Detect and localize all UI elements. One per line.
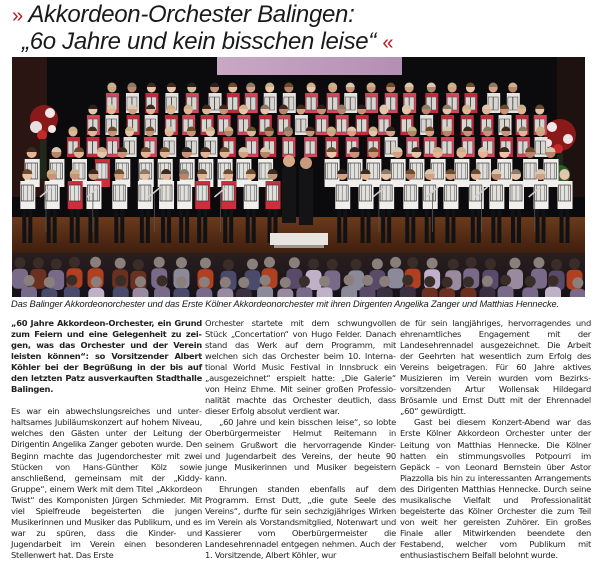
headline-text-1: Akkordeon-Orchester Balingen: [28,1,355,28]
paragraph-gap [11,395,202,406]
projection-screen [217,57,402,75]
body-paragraph: „60 Jahre und kein bisschen leise“, so lobte Oberbürgermeister Helmut Reitemann in seinem Grußwort die hervorragende Kinder- und Jugendarbeit des Vereins, der heute 90 junge Musikerinnen und Musiker begeistern kann. [205,417,396,483]
conductor-podium [270,233,328,245]
headline-text-2: „6o Jahre und kein bisschen leise“ [22,28,377,55]
article-column-2 [205,318,396,561]
headline-line-1 [12,2,592,29]
close-guillemet-icon: « [382,32,394,54]
body-paragraph: Orchester startete mit dem schwungvollen Stück „Concertation“ von Hugo Felder. Danach stand das Werk auf dem Programm, mit welchen sich das Orchester beim 10. International World Music Festival in Innsbruck ein „ausgezeichnet“ erspielt hatte: „Die Galerie“ von Heinz Ehme. Mit seiner großen Professionalität machte das Orchester deutlich, dass dieser Erfolg absolut verdient war. [205,318,396,417]
concert-photo [12,57,585,297]
concert-photo-image [12,57,585,297]
body-paragraph: Gast bei diesem Konzert-Abend war das Erste Kölner Akkordeon Orchester unter der Leitung von Matthias Hennecke. Die Kölner hatten ein stimmungsvolles Potpourri im Gepäck – von Leonard Bernstein über Astor Piazzolla bis hin zu interessanten Arrangements des Dirigenten Matthias Hennecke. Durch seine musikalische Vielfalt und Professionalität begeisterte das Kölner Orchester die zum Teil von weit her gereisten Zuhörer. Ein großes Finale aller Mitwirkenden beendete den Festabend, welcher vom Publikum mit enthusiastischem Beifall belohnt wurde. [400,417,591,560]
body-paragraph: Es war ein abwechslungsreiches und unterhaltsames Jubiläumskonzert auf hohem Niveau, welches den Gästen unter der Leitung der Dirigentin Angelika Zanger geboten wurde. Den Beginn machte das Jugendorchester mit zwei Stücken von Hans-Günther Kölz sowie anschließend, gemeinsam mit der „Kiddy-Gruppe“, einem Werk mit dem Titel „Akkordeon Twist“ des Komponisten Jürgen Schmieder. Mit viel Spielfreude begeisterten die jungen Musikerinnen und Musiker das Publikum, und es war zu spüren, dass die Kinder- und Jugendarbeit im Verein einen besonderen Stellenwert hat. Das Erste [11,406,202,560]
body-paragraph: Ehrungen standen ebenfalls auf dem Programm. Ernst Dutt, „die gute Seele des Vereins“, durfte für sein sechzigjähriges Wirken im Verein als Vorstandsmitglied, Notenwart und Kassierer vom Oberbürgermeister die Landesehrennadel entgegen nehmen. Auch der 1. Vorsitzende, Albert Köhler, wur [205,483,396,560]
article-column-3 [400,318,591,561]
lead-paragraph: „60 Jahre Akkordeon-Orchester, ein Grund zum Feiern und eine Gelegenheit zu zeigen, was das Orchester und der Verein leisten können“: so Vorsitzender Albert Köhler bei der Begrüßung in der bis auf den letzten Patz ausverkauften Stadthalle Balingen. [11,318,202,395]
article-column-1 [11,318,202,561]
article-headline [12,2,592,56]
body-paragraph: de für sein langjähriges, hervorragendes und ehrenamtliches Engagement mit der Landesehrennadel ausgezeichnet. Die Arbeit der Geehrten hat wesentlich zum Erfolg des Vereins beigetragen. Für 60 Jahre aktives Musizieren im Verein wurden vom Bezirksvorsitzenden Artur Wollensak Hildegard Brösamle und Ernst Dutt mit der Ehrennadel „60“ gewürdigtt. [400,318,591,417]
headline-line-2 [12,29,592,56]
open-guillemet-icon: » [12,5,23,27]
photo-caption: Das Balinger Akkordeonorchester und das Erste Kölner Akkordeonorchester mit ihren Dirgenten Angelika Zanger und Matthias Hennecke. [11,299,559,309]
